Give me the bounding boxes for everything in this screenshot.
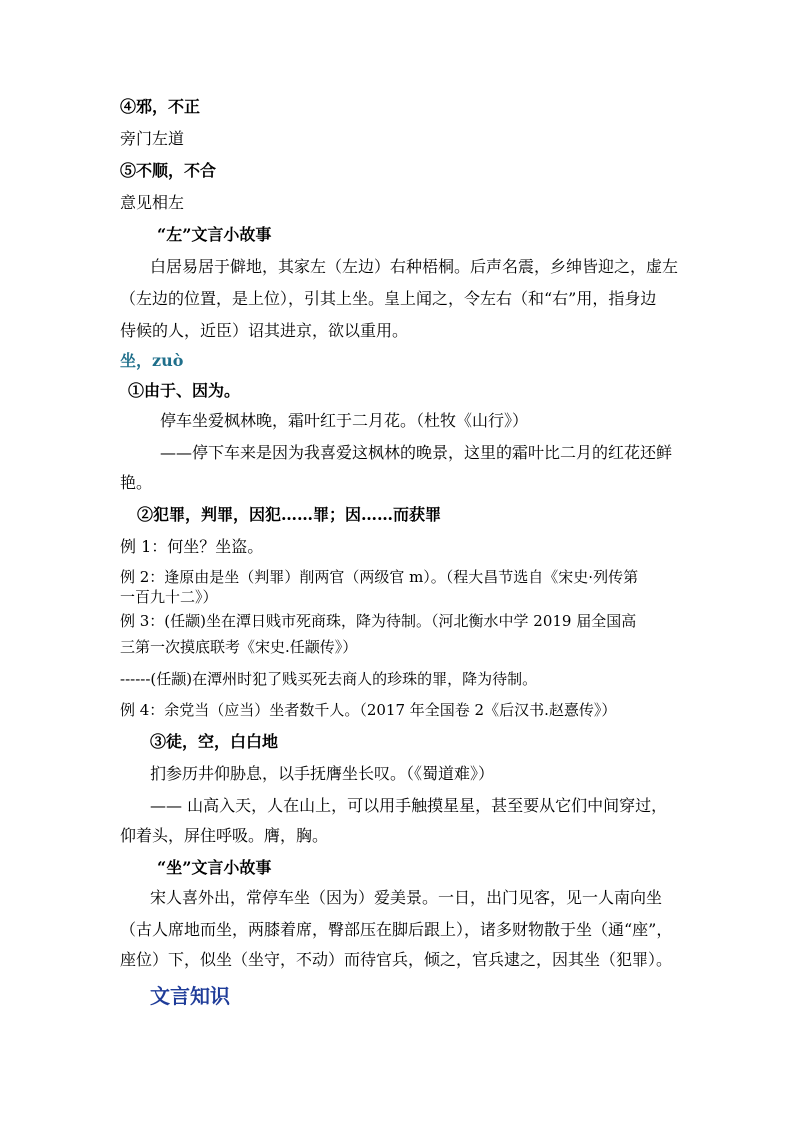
story-paragraph-line: 侍候的人，近臣）诏其进京，欲以重用。 <box>120 321 409 340</box>
example-3-line: 例 3：(任颛)坐在潭日贱市死商珠，降为待制。（河北衡水中学 2019 届全国高 <box>120 612 637 630</box>
poem-quote: 扪参历井仰胁息，以手抚膺坐长叹。（《蜀道难》） <box>150 764 495 783</box>
story-heading-zuo-left: “左”文言小故事 <box>157 225 272 244</box>
meaning-4-heading: ④邪，不正 <box>120 97 201 116</box>
example-2-line: 例 2：逢原由是坐（判罪）削两官（两级官 m）。（程大昌节选自《宋史·列传第 <box>120 568 639 586</box>
example-2-line: 一百九十二》） <box>120 588 218 606</box>
story-paragraph-line: 白居易居于僻地，其家左（左边）右种梧桐。后声名震，乡绅皆迎之，虚左 <box>150 257 679 276</box>
meaning-5-heading: ⑤不顺，不合 <box>120 161 217 180</box>
story-paragraph-line: 座位）下，似坐（坐守，不动）而待官兵，倾之，官兵逮之，因其坐（犯罪）。 <box>120 950 673 969</box>
translation-line: ——停下车来是因为我喜爱这枫林的晚景，这里的霜叶比二月的红花还鲜 <box>160 443 673 462</box>
story-paragraph-line: （古人席地而坐，两膝着席，臀部压在脚后跟上），诸多财物散于坐（通“座”， <box>120 920 673 939</box>
example-text: 意见相左 <box>120 193 185 212</box>
meaning-2-heading: ②犯罪，判罪，因犯……罪；因……而获罪 <box>137 505 442 524</box>
example-1: 例 1：何坐？坐盗。 <box>120 537 264 556</box>
story-paragraph-line: 宋人喜外出，常停车坐（因为）爱美景。一日，出门见客，见一人南向坐 <box>150 888 663 907</box>
example-3-translation: ------(任颛)在潭州时犯了贱买死去商人的珍珠的罪，降为待制。 <box>120 670 538 688</box>
poem-quote: 停车坐爱枫林晚，霜叶红于二月花。（杜牧《山行》） <box>160 411 529 430</box>
translation-line: —— 山高入天，人在山上，可以用手触摸星星，甚至要从它们中间穿过， <box>150 796 668 815</box>
story-paragraph-line: （左边的位置，是上位），引其上坐。皇上闻之，令左右（和“右”用，指身边 <box>120 289 657 308</box>
meaning-3-heading: ③徒，空，白白地 <box>150 732 279 751</box>
example-text: 旁门左道 <box>120 129 185 148</box>
meaning-1-heading: ①由于、因为。 <box>128 381 241 400</box>
example-4: 例 4：余党当（应当）坐者数千人。（2017 年全国卷 2《后汉书.赵憙传》） <box>120 701 617 719</box>
translation-line: 艳。 <box>120 473 153 492</box>
section-heading-wenyan: 文言知识 <box>150 984 230 1008</box>
story-heading-zuo-sit: “坐”文言小故事 <box>157 858 272 877</box>
character-heading-zuo: 坐，zuò <box>120 351 184 370</box>
example-3-line: 三第一次摸底联考《宋史.任颛传》） <box>120 638 358 656</box>
translation-line: 仰着头，屏住呼吸。膺，胸。 <box>120 826 329 845</box>
